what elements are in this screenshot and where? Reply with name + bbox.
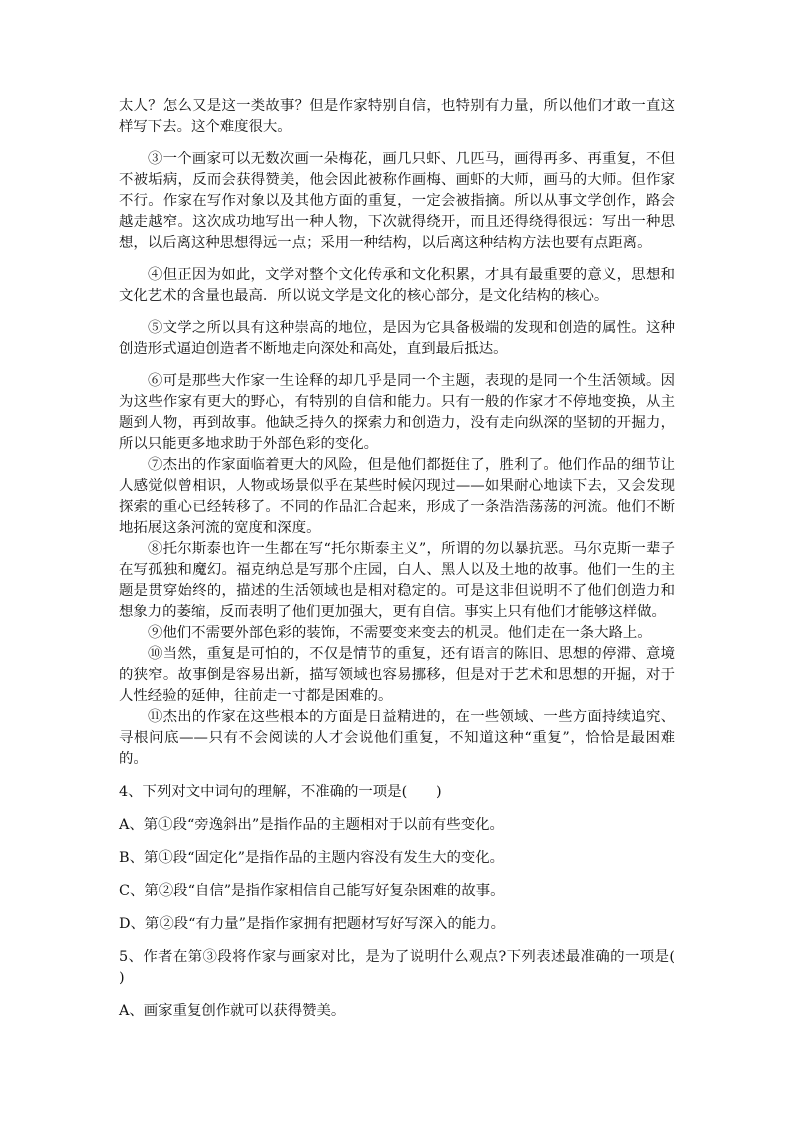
question-5-option-a: A、画家重复创作就可以获得赞美。 (119, 1003, 346, 1019)
paragraph-5: ⑤文学之所以具有这种崇高的地位，是因为它具备极端的发现和创造的属性。这种创造形式逼迫创造者不断地走向深处和高处，直到最后抵达。 (119, 320, 675, 357)
question-4-stem: 4、下列对文中词句的理解，不准确的一项是( ) (119, 784, 442, 800)
paragraph-4: ④但正因为如此，文学对整个文化传承和文化积累，才具有最重要的意义，思想和文化艺术的含量也最高．所以说文学是文化的核心部分，是文化结构的核心。 (119, 267, 675, 304)
question-5-stem: 5、作者在第③段将作家与画家对比，是为了说明什么观点?下列表述最准确的一项是( ) (119, 949, 704, 986)
document-page (119, 96, 704, 1022)
paragraph-6: ⑥可是那些大作家一生诠释的却几乎是同一个主题，表现的是同一个生活领域。因为这些作家有更大的野心，有特别的自信和能力。只有一般的作家才不停地变换，从主题到人物，再到故事。他缺乏持久的探索力和创造力，没有走向纵深的坚韧的开掘力，所以只能更多地求助于外部色彩的变化。 (119, 373, 675, 452)
question-4-option-a: A、第①段“旁逸斜出”是指作品的主题相对于以前有些变化。 (119, 817, 504, 833)
paragraph-continuation: 太人？怎么又是这一类故事？但是作家特别自信，也特别有力量，所以他们才敢一直这样写下去。这个难度很大。 (119, 98, 675, 135)
paragraph-9: ⑨他们不需要外部色彩的装饰，不需要变来变去的机灵。他们走在一条大路上。 (148, 625, 652, 641)
paragraph-3: ③一个画家可以无数次画一朵梅花，画几只虾、几匹马，画得再多、再重复，不但不被垢病，反而会获得赞美，他会因此被称作画梅、画虾的大师，画马的大师。但作家不行。作家在写作对象以及其他方面的重复，一定会被指摘。所以从事文学创作，路会越走越窄。这次成功地写出一种人物，下次就得绕开，而且还得绕得很远：写出一种思想，以后离这种思想得远一点；采用一种结构，以后离这种结构方法也要有点距离。 (119, 151, 675, 251)
question-4-option-d: D、第②段“有力量”是指作家拥有把题材写好写深入的能力。 (119, 916, 506, 932)
question-4-option-b: B、第①段“固定化”是指作品的主题内容没有发生大的变化。 (119, 850, 505, 866)
paragraph-8: ⑧托尔斯泰也许一生都在写“托尔斯泰主义”，所谓的勿以暴抗恶。马尔克斯一辈子在写孤独和魔幻。福克纳总是写那个庄园，白人、黑人以及土地的故事。他们一生的主题是贯穿始终的，描述的生活领域也是相对稳定的。可是这非但说明不了他们创造力和想象力的萎缩，反而表明了他们更加强大，更有自信。事实上只有他们才能够这样做。 (119, 541, 675, 620)
paragraph-11: ⑪杰出的作家在这些根本的方面是日益精进的，在一些领域、一些方面持续追究、寻根问底——只有不会阅读的人才会说他们重复，不知道这种“重复”，恰恰是最困难的。 (119, 709, 675, 767)
question-4-option-c: C、第②段“自信”是指作家相信自己能写好复杂困难的故事。 (119, 883, 505, 899)
paragraph-7: ⑦杰出的作家面临着更大的风险，但是他们都挺住了，胜利了。他们作品的细节让人感觉似曾相识，人物或场景似乎在某些时候闪现过——如果耐心地读下去，又会发现探索的重心已经转移了。不同的作品汇合起来，形成了一条浩浩荡荡的河流。他们不断地拓展这条河流的宽度和深度。 (119, 457, 675, 536)
paragraph-10: ⑩当然，重复是可怕的，不仅是情节的重复，还有语言的陈旧、思想的停滞、意境的狭窄。故事倒是容易出新，描写领域也容易挪移，但是对于艺术和思想的开掘，对于人性经验的延伸，往前走一寸都是困难的。 (119, 646, 675, 704)
